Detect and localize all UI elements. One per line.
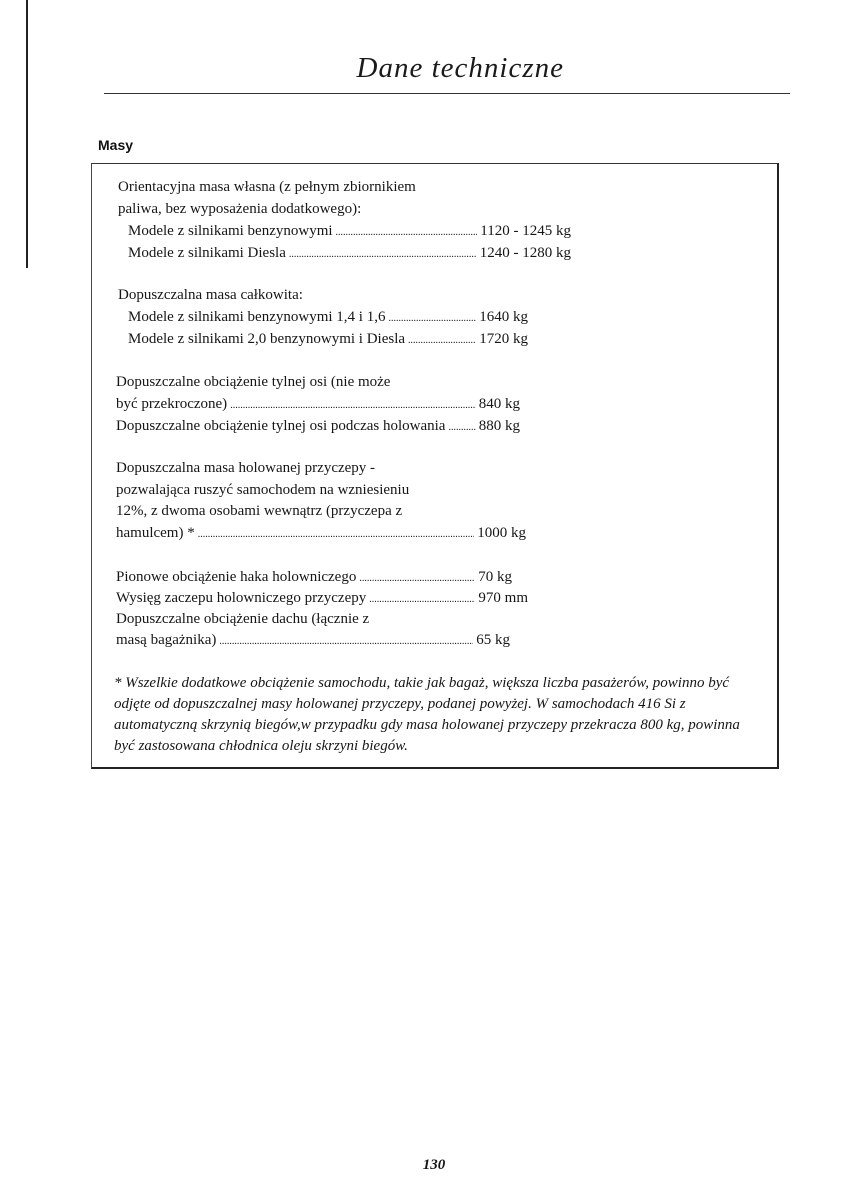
row-label: hamulcem) * [116, 525, 195, 541]
row-label: Modele z silnikami benzynowymi [128, 223, 333, 239]
trailer-line-2: pozwalająca ruszyć samochodem na wzniesieniu [116, 482, 410, 498]
kerb-weight-diesel-row [128, 244, 571, 264]
kerb-weight-petrol-row [128, 222, 571, 242]
leader-dots [198, 524, 475, 544]
leader-dots [289, 244, 477, 264]
leader-dots [448, 417, 475, 437]
row-label: masą bagażnika) [116, 632, 217, 648]
leader-dots [359, 568, 475, 588]
row-label: Modele z silnikami benzynowymi 1,4 i 1,6 [128, 309, 386, 325]
row-value: 65 kg [476, 632, 510, 648]
row-value: 1720 kg [479, 331, 528, 347]
row-label: Modele z silnikami Diesla [128, 245, 286, 261]
row-label: Wysięg zaczepu holowniczego przyczepy [116, 590, 367, 606]
roof-load-line-1: Dopuszczalne obciążenie dachu (łącznie z [116, 611, 370, 627]
leader-dots [388, 308, 476, 328]
title-rule [104, 93, 790, 94]
footnote: * Wszelkie dodatkowe obciążenie samochodu, takie jak bagaż, większa liczba pasażerów, powinno być odjęte od dopuszczalnej masy holowanej przyczepy, podanej powyżej. W samochodach 416 Si z automatyczną skrzynią biegów,w przypadku gdy masa holowanej przyczepy przekracza 800 kg, powinna być zastosowana chłodnica oleju skrzyni biegów. [114, 675, 740, 754]
trailer-line-3: 12%, z dwoma osobami wewnątrz (przyczepa z [116, 503, 403, 519]
leader-dots [369, 589, 475, 609]
gross-mass-diesel-row [128, 330, 528, 350]
row-value: 840 kg [478, 396, 520, 412]
leader-dots [408, 330, 476, 350]
trailer-line-1: Dopuszczalna masa holowanej przyczepy - [116, 460, 376, 476]
row-label: Dopuszczalne obciążenie tylnej osi podczas holowania [116, 418, 446, 434]
row-value: 1000 kg [477, 525, 526, 541]
page-title: Dane techniczne [356, 52, 564, 84]
rear-axle-line-1: Dopuszczalne obciążenie tylnej osi (nie może [116, 374, 391, 390]
row-label: Modele z silnikami 2,0 benzynowymi i Diesla [128, 331, 406, 347]
row-value: 1640 kg [479, 309, 528, 325]
hitch-overhang-row [116, 589, 528, 609]
trailer-braked-row [116, 524, 526, 544]
hitch-vertical-load-row [116, 568, 512, 588]
row-value: 1120 - 1245 kg [480, 223, 571, 239]
section-heading: Masy [98, 137, 134, 153]
leader-dots [219, 631, 473, 651]
leader-dots [230, 395, 476, 415]
row-value: 970 mm [478, 590, 528, 606]
rear-axle-max-row [116, 395, 520, 415]
rear-axle-towing-row [116, 417, 520, 437]
gross-mass-petrol-row [128, 308, 528, 328]
row-value: 70 kg [478, 569, 512, 585]
row-label: Pionowe obciążenie haka holowniczego [116, 569, 357, 585]
binding-line [26, 0, 28, 268]
kerb-weight-line-2: paliwa, bez wyposażenia dodatkowego): [118, 201, 362, 217]
row-value: 880 kg [478, 418, 520, 434]
row-label: być przekroczone) [116, 396, 228, 412]
gross-mass-heading: Dopuszczalna masa całkowita: [118, 287, 303, 303]
row-value: 1240 - 1280 kg [479, 245, 571, 261]
leader-dots [336, 222, 478, 242]
page-number: 130 [422, 1157, 446, 1173]
roof-load-row [116, 631, 510, 651]
kerb-weight-line-1: Orientacyjna masa własna (z pełnym zbiornikiem [118, 179, 416, 195]
